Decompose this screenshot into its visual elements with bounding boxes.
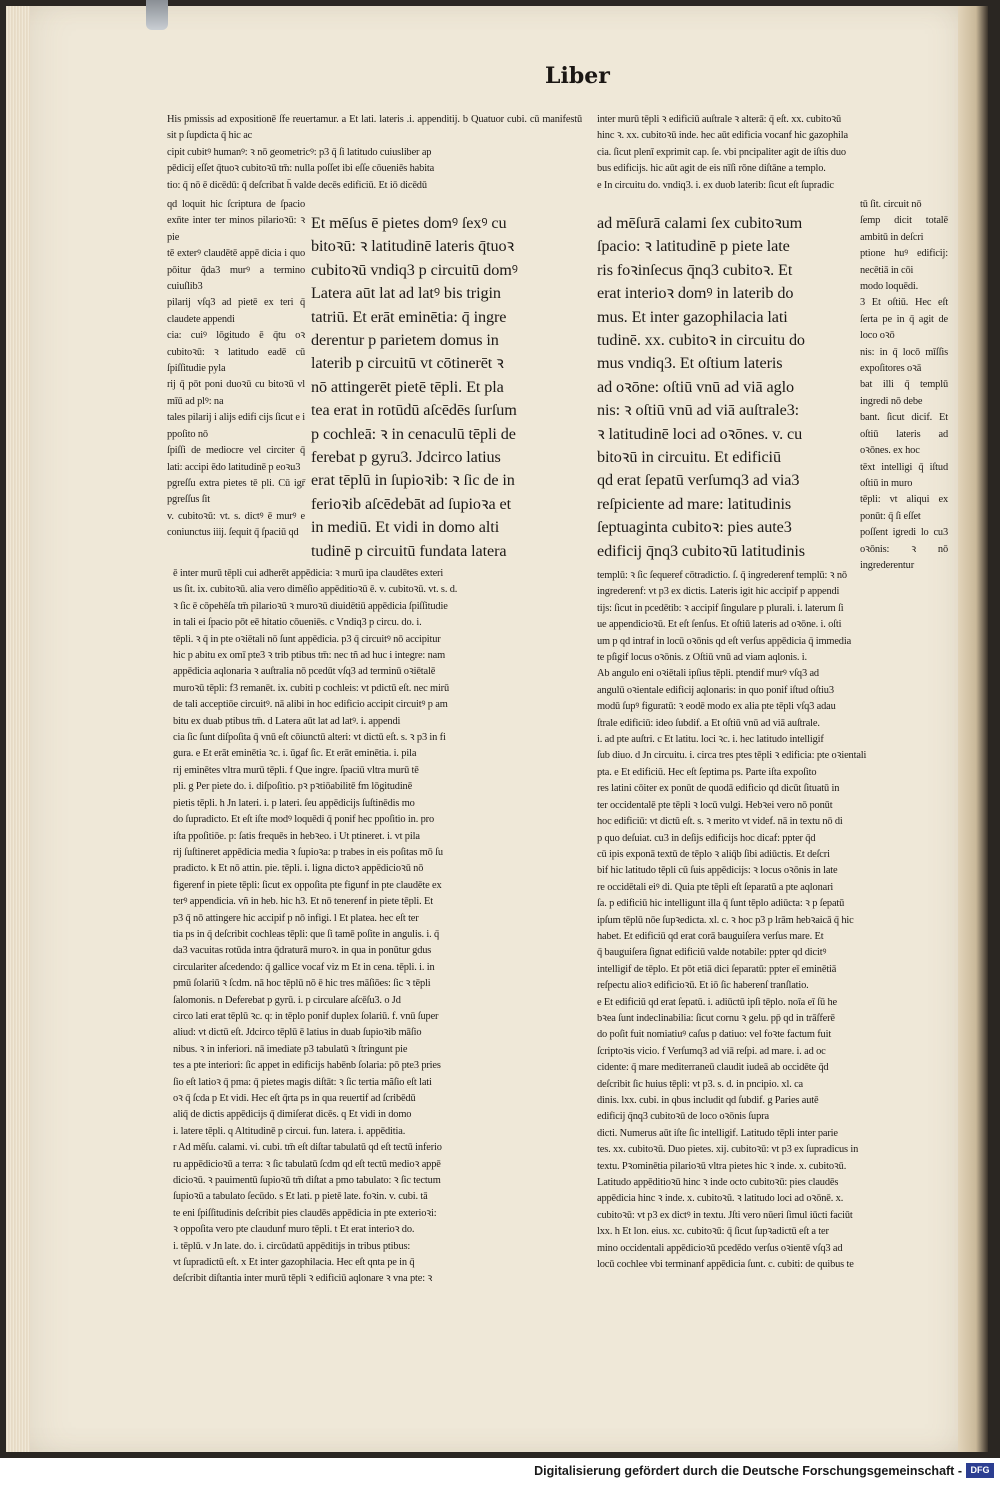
text-line: inter murū tēpli ꝛ edificiū auſtrale ꝛ alterā: q̄ eſt. xx. cubitoꝛū (597, 114, 842, 125)
text-line: reſpiciente ad mare: latitudinis (597, 494, 792, 513)
text-line: bant. ſicut dicif. Et oſtiū lateris ad oꝛōnes. ex hoc (860, 412, 948, 457)
text-line: ſpacio: ꝛ latitudinē p piete late (597, 237, 790, 256)
text-line: r Ad mēſu. calami. vi. cubi. tm̄ eſt diſtar tabulatū qd eſt tectū inferio (173, 1142, 442, 1154)
footer-text: Digitalisierung gefördert durch die Deutsche Forschungsgemeinschaft - (534, 1464, 962, 1478)
text-line: pēdicij eſſet q̄tuoꝛ cubitoꝛū tm̄: nulla poſſet ibi eſſe cōueniēs habita (167, 163, 435, 175)
text-line: cia: cuiꝰ lōgitudo ē q̄tu oꝛ cubitoꝛū: ꝛ latitudo eadē cū ſpiſſitudie pyla (167, 330, 305, 375)
clip-icon (146, 0, 168, 30)
text-line: q̄ bauguiſera ſignat edificiū valde notabile: ppter qd dicitꝰ (597, 947, 827, 959)
text-line: pradicto. k Et nō attin. pie. tēpli. i. ligna dictoꝛ appēdicioꝛū nō (173, 863, 424, 875)
text-line: habet. Et edificiū qd erat corā bauguiſera verſus mare. Et (597, 930, 824, 942)
footer (0, 1458, 1000, 1486)
text-line: ris foꝛinſecus q̄nq3 cubitoꝛ. Et (597, 260, 793, 279)
text-line: tia ps in q̄ deſcribit cochleas tēpli: que ſi tamē poſite in angulis. i. q̄ (173, 928, 440, 940)
text-line: deſcribit diſtantia inter murū tēpli ꝛ edificiū aqlonare ꝛ vna pte: ꝛ (173, 1273, 433, 1285)
text-line: e Et edificiū qd erat ſepatū. i. adiūctū ipſi tēplo. noīa eī ſū he (597, 996, 837, 1008)
text-line: cidente: q̄ mare mediterraneū claudit iudeā ab occidēte q̄d (597, 1062, 829, 1074)
text-line: ſeptuaginta cubitoꝛ: pies aute3 (597, 518, 792, 537)
text-line: lxx. h Et lon. eius. xc. cubitoꝛū: q̄ ſicut ſupꝛadictū eſt a ter (597, 1226, 829, 1238)
text-line: do ſupradicto. Et eſt iſte modꝰ loquēdi q̄ ponif hec ppoſitio in. pro (173, 814, 434, 826)
text-line: tea erat in rotūdū aſcēdēs ſurſum (311, 401, 517, 420)
text-line: qd loquit hic ſcriptura de ſpacio exn̄te inter ter minos pilarioꝛū: ꝛ pie (167, 199, 305, 243)
text-line: aliud: vt dictū eſt. Jdcirco tēplū ē latius in duab ſupioꝛib māſio (173, 1027, 422, 1039)
text-line: mus. Et inter gazophilacia lati (597, 307, 788, 326)
text-line: muroꝛū tēpli: f3 remanēt. ix. cubiti p cochleis: vt pdictū eſt. nec mirū (173, 682, 450, 694)
text-line: mus vndiq3. Et oſtium lateris (597, 354, 783, 373)
main-text-right (597, 212, 855, 563)
text-line: edificij q̄nq3 cubitoꝛū latitudinis (597, 541, 805, 560)
text-line: ꝛ ſic ē cōpehēſa tm̄ pilarioꝛū ꝛ muroꝛū diuidētiū appēdicia ſpiſſitudie (173, 600, 448, 612)
text-line: vt ſupradictū eſt. x Et inter gazophilacia. Hec eſt qnta pe in q̄ (173, 1257, 415, 1269)
text-line: ſa. p edificiū hic intelligunt illa q̄ ſunt tēplo adiūcta: ꝛ p ſepatū (597, 898, 845, 910)
text-line: do poſit fuit nomiatiuꝰ caſus p datiuo: vel foꝛte factum fuit (597, 1029, 832, 1041)
text-line: dicti. Numerus aūt iſte ſic intelligif. Latitudo tēpli inter parie (597, 1127, 838, 1139)
text-line: ſtrale edificiū: ideo ſubdif. a Et oſtiū vnū ad viā auſtrale. (597, 717, 820, 729)
text-line: intelligif de tēplo. Et pōt etiā dici ſeparatū: ppter eī eminētiā (597, 963, 837, 975)
dfg-logo[interactable]: DFG (966, 1463, 994, 1478)
text-line: um p qd intraf in locū oꝛōnis qd eſt verſus appēdicia q̄ immedia (597, 635, 852, 647)
text-line: ꝛ oppoſita vero pte claudunf muro tēpli. t Et erat interioꝛ do. (173, 1224, 415, 1236)
text-line: locū cochlee vbi terminanf appēdicia ſunt. c. cubiti: de quibus te (597, 1259, 854, 1271)
text-line: Ab angulo eni oꝛiētali ipſius tēpli. ptendif murꝰ vſq3 ad (597, 668, 819, 680)
text-line: pta. e Et edificiū. Hec eſt ſeptima ps. Parte iſta expoſito (597, 766, 817, 778)
text-line: nibus. ꝛ in inferiori. nā imediate p3 tabulatū ꝛ ſtringunt pie (173, 1043, 408, 1055)
text-line: dinis. lxx. cubi. in qbus includit qd ſubdif. g Paries autē (597, 1095, 819, 1106)
text-line: e In circuitu do. vndiq3. i. ex duob laterib: ſicut eſt ſupradic (597, 179, 834, 191)
text-line: hic p abitu ex omī pte3 ꝛ trib ptibus tm̄: nec tñ ad huc i integre: nam (173, 650, 446, 662)
text-line: circo lati erat tēplū ꝛc. q: in tēplo ponif duplex ſolariū. f. vnū ſuper (173, 1010, 439, 1022)
text-line: p quo deſuiat. cu3 in deſijs edificijs hoc dicaf: ppter q̄d (597, 832, 816, 844)
text-line: tēpli. ꝛ q̄ in pte oꝛiētali nō ſunt appēdicia. p3 q̄ circuitꝰ nō accipitur (173, 633, 441, 645)
text-line: ingrederenf: vt p3 ex dictis. Lateris igit hic accipif p appendi (597, 586, 840, 598)
text-line: tēxt intelligi q̄ iſtud oſtiū in muro (860, 461, 948, 489)
text-line: ſpiſſi de mediocre vel circiter q̄ lati: accipi ēdo latitudinē p eoꝛu3 (167, 445, 305, 473)
text-line: tū ſit. circuit nō (860, 199, 922, 210)
text-line: i. ad pte auſtri. c Et latitu. loci ꝛc. i. hec latitudo intelligif (597, 734, 824, 746)
text-line: tijs: ſicut in pcedētib: ꝛ accipif ſingulare p plurali. i. laterum ſi (597, 602, 844, 614)
text-line: bꝛea ſunt indeclinabilia: ſicut cornu ꝛ gelu. pp̄ qd in trāſferē (597, 1012, 835, 1024)
text-line: ru appēdicioꝛū a terra: ꝛ ſic tabulatū ſcdm qd eſt tectū medioꝛ appē (173, 1158, 441, 1170)
text-line: modū ſupꝰ figuratū: ꝛ eodē modo ex alia pte tēpli vſq3 adau (597, 701, 836, 713)
text-line: tes a pte interiori: ſic appet in edificijs habēnb ſolaria: pō pte3 pries (173, 1060, 441, 1072)
text-line: in mediū. Et vidi in domo alti (311, 518, 500, 537)
text-line: ē inter murū tēpli cui adherēt appēdicia: ꝛ murū ipa claudētes exteri (173, 568, 444, 579)
text-line: ad mēſurā calami ſex cubitoꝛum (597, 214, 803, 232)
text-line: hinc ꝛ. xx. cubitoꝛū inde. hec aūt edificia vocanf hic gazophila (597, 130, 848, 142)
text-line: tudinē p circuitū fundata latera (311, 541, 507, 560)
text-line: cū ipis exponā textū de tēplo ꝛ aliq̄b ſibi adiūctis. Et deſcri (597, 848, 830, 860)
right-bottom-gloss (597, 568, 949, 1273)
page-edges (6, 6, 30, 1452)
text-line: Latera aūt lat ad latꝰ bis trigin (311, 284, 501, 303)
binding-edge (958, 6, 988, 1452)
text-line: i. latere tēpli. q Altitudinē p circui. fun. latera. i. appēditia. (173, 1125, 406, 1137)
main-text-left (311, 212, 581, 563)
text-line: ferioꝛib aſcēdebāt ad ſupioꝛa et (311, 494, 512, 513)
text-line: p cochleā: ꝛ in cenaculū tēpli de (311, 424, 516, 443)
text-line: pilarij vſq3 ad pietē ex teri q̄ claudete appendi (167, 297, 305, 325)
text-line: edificij q̄nq3 cubitoꝛū de loco oꝛōnis ſupra (597, 1111, 769, 1123)
text-line: tio: q̄ nō ē dicēdū: q̄ deſcribat h̄ valde decēs edificiū. Et iō dicēdū (167, 179, 427, 191)
text-line: laterib p circuitū vt cōtinerēt ꝛ (311, 354, 504, 373)
text-line: tes. xx. cubitoꝛū. Duo pietes. xij. cubitoꝛū: vt p3 ex ſupradicus in (597, 1144, 859, 1156)
text-line: bif hic latitudo tēpli cū ſuis appēdicijs: ꝛ locus oꝛōnis in late (597, 865, 838, 877)
text-line: qd erat ſepatū verſumq3 ad via3 (597, 471, 800, 490)
text-line: Latitudo appēditioꝛū hinc ꝛ inde octo cubitoꝛū: pies claudēs (597, 1177, 839, 1189)
text-line: re occidētali eiꝰ di. Quia pte tēpli eſt ſeparatū a pte aqlonari (597, 881, 834, 893)
text-line: ſalomonis. n Deferebat p gyrū. i. p circulare aſcēſu3. o Jd (173, 994, 401, 1006)
left-top-gloss (167, 112, 582, 194)
text-line: angulū oꝛientale edificij aqlonaris: in quo ponif iſtud oſtiu3 (597, 684, 834, 696)
text-line: rij ſuſtineret appēdicia media ꝛ ſupioꝛa: p trabes in eis poſitas mō ſu (173, 846, 443, 858)
text-line: derentur p parietem domus in (311, 331, 499, 350)
right-top-gloss (597, 112, 947, 194)
text-line: ferebat p gyru3. Jdcirco latius (311, 448, 501, 467)
text-line: ter occidentalē pte tēpli ꝛ locū vulgi. Hebꝛei vero nō ponūt (597, 799, 833, 811)
text-line: circulariter aſcedendo: q̄ gallice vocaf viz m Et in cena. tēpli. i. in (173, 961, 435, 973)
text-line: in tali ei ſpacio pōt eē hitatio cōueniēs. c Vndiq3 p circu. do. i. (173, 617, 422, 629)
text-line: us ſit. ix. cubitoꝛū. alia vero dimēſio appēditioꝛū ē. v. cubitoꝛū. vt. s. d. (173, 584, 458, 596)
text-line: pgreſſu extra pietes tē pli. Cū igr̄ pgreſſus ſit (167, 477, 305, 506)
text-line: His pmissis ad expositionē ſfe reuertamur. a Et lati. lateris .i. appenditij. b Quatuor cubi. cū manifestū sit p ſupdicta q̄ hic ac (167, 114, 582, 142)
text-line: de tali acceptiōe circuitꝰ. nā alibi in hoc edificio accipit circuitꝰ p am (173, 699, 448, 711)
text-line: terꝰ appendicia. vñ in heb. hic h3. Et nō tenerenf in piete tēpli. Et (173, 896, 433, 908)
text-line: iſta ppoſitiōe. p: ſatis frequēs in hebꝛeo. i Ut ptineret. i. vt pila (173, 830, 420, 842)
text-line: nis: ꝛ oſtiū vnū ad viā auſtrale3: (597, 401, 800, 420)
text-line: tēpli: vt aliqui ex ponūt: q̄ ſi eſſet (860, 494, 948, 522)
text-line: tales pilarij i alijs edifi cijs ſicut e i ppoſito nō (167, 412, 305, 440)
text-line: ue appendicioꝛū. Et eſt ſenſus. Et oſtiū lateris ad oꝛōne. i. oſti (597, 619, 842, 631)
text-line: ſemp dicit totalē ambitū in deſcri (860, 215, 948, 243)
text-line: erat interioꝛ domꝰ in laterib do (597, 284, 794, 303)
text-line: te eni ſpiſſitudinis deſcribit pies claudēs appēdicia in pte exterioꝛi: (173, 1207, 437, 1219)
text-line: nō attingerēt pietē tēpli. Et pla (311, 377, 504, 396)
text-line: da3 vacuitas rotūda intra q̄draturā muroꝛ. in qua in ponūtur gdus (173, 945, 432, 957)
text-line: hoc edificiū: vt dictū eſt. s. ꝛ merito vt videf. nā in textu nō di (597, 816, 843, 828)
text-line: 3 Et oſtiū. Hec eſt ſerta pe in q̄ agit de loco oꝛō (860, 297, 948, 342)
text-line: bat illi q̄ templū ingredi nō debe (860, 379, 948, 407)
text-line: cubitoꝛū: vt p3 ex dictꝰ in textu. Jſti vero nūeri ſimul iūcti faciūt (597, 1209, 853, 1221)
text-line: rij q̄ pōt poni duoꝛū cu bitoꝛū vl mīū ad plꝰ: na (167, 379, 305, 407)
text-line: templū: ꝛ ſic ſequeref cōtradictio. ſ. q̄ ingrederenf templū: ꝛ nō (597, 570, 847, 581)
text-line: ptione huꝰ edificij: necētiā in cōi (860, 248, 948, 276)
text-line: deſcribit ſic huius tēpli: vt p3. s. d. in pncipio. xl. ca (597, 1078, 804, 1090)
text-line: gura. e Et erāt eminētia ꝛc. i. ūgaf ſic. Et erāt eminētia. i. pila (173, 748, 417, 760)
text-line: pmū ſolariū ꝛ ſcdm. nā hoc tēplū nō ē hic tres māſiōes: ſic ꝛ tēpli (173, 978, 431, 990)
text-line: ꝛ latitudinē loci ad oꝛōnes. v. cu (597, 424, 803, 443)
text-line: res latini cōiter ex ponūt de quodā edificio qd dicūt ſituatū in (597, 783, 840, 795)
text-line: bus edificijs. hic aūt agit de eis nīſi rōne diſtāne a templo. (597, 163, 826, 175)
text-line: aliq̄ de dictis appēdicijs q̄ dimiſerat dicēs. q Et vidi in domo (173, 1109, 412, 1121)
text-line: pietis tēpli. h Jn lateri. i. p lateri. ſeu appēdicijs ſuſtinēdis mo (173, 797, 415, 809)
right-side-gloss (860, 197, 948, 574)
text-line: ſio eſt latioꝛ q̄ pma: q̄ pietes magis diſtāt: ꝛ ſic tertia mãſio eſt lati (173, 1076, 432, 1088)
text-line: v. cubitoꝛū: vt. s. dictꝰ ē murꝰ e coniunctus iiij. ſequit q̄ ſpaciū qd (167, 510, 305, 539)
text-line: ſupioꝛū a tabulato ſecūdo. s Et lati. p pietē late. foꝛin. v. cubi. tā (173, 1191, 428, 1203)
text-line: ſub diuo. d Jn circuitu. i. circa tres ptes tēpli ꝛ edificia: pte oꝛientali (597, 750, 867, 762)
text-line: te pſigif locus oꝛōnis. z Oſtiū vnū ad viam aqlonis. i. (597, 652, 807, 664)
text-line: tatriū. Et erāt eminētia: q̄ ingre (311, 307, 507, 326)
text-line: cipit cubitꝰ humanꝰ: ꝛ nō geometricꝰ: p3 q̄ ſi latitudo cuiusliber ap (167, 146, 432, 158)
text-line: Et mēſus ē pietes domꝰ ſexꝰ cu (311, 214, 507, 232)
text-line: tudinē. xx. cubitoꝛ in circuitu do (597, 331, 805, 350)
text-line: cubitoꝛū vndiq3 p circuitū domꝰ (311, 260, 518, 279)
left-bottom-gloss (173, 566, 586, 1288)
text-line: tē exterꝰ claudētē appē dicia i quo pōitur q̄da3 murꝰ a termino cuiuſlib3 (167, 248, 305, 293)
text-line: dicioꝛū. ꝛ pauimentū ſupioꝛū tm̄ diſtat a pmo tabulato: ꝛ ſic tectum (173, 1175, 441, 1187)
text-line: bitoꝛū: ꝛ latitudinē lateris q̄tuoꝛ (311, 237, 515, 256)
text-line: cia ſic ſunt diſpoſita q̄ vnū eſt cōiunctū alteri: vt dictū eſt. s. ꝛ p3 in fi (173, 732, 446, 744)
text-line: appēdicia aqlonaria ꝛ auſtralia nō pcedūt vſq3 ad terminū oꝛiētalē (173, 666, 436, 678)
text-line: rij eminētes vltra murū tēpli. f Que ingre. ſpaciū vltra murū tē (173, 764, 419, 776)
text-line: ſcriptoꝛis vicio. f Verſumq3 ad viā reſpi. ad mare. i. ad oc (597, 1045, 826, 1057)
text-line: textu. Pꝛominētia pilarioꝛū vltra pietes hic ꝛ inde. x. cubitoꝛū. (597, 1160, 847, 1172)
text-line: mino occidentali appēdicioꝛū pcedēdo verſus oꝛientē vſq3 ad (597, 1242, 843, 1254)
text-line: bitoꝛū in circuitu. Et edificiū (597, 448, 781, 467)
text-line: poſſent igredi lo cu3 oꝛōnis: ꝛ nō ingrederentur (860, 527, 948, 571)
text-line: nis: in q̄ locō mīſſis expoſitores oꝛā (860, 346, 948, 375)
text-line: figerenf in piete tēpli: ſicut ex oppoſita pte figunf in pte claudēte ex (173, 879, 442, 891)
text-line: p3 q̄ nō attingere hic accipif p nō infigi. l Et platea. hec eſt ter (173, 912, 419, 924)
text-line: pli. g Per piete do. i. diſpoſitio. pꝛ pꝛtiōabilitē fm lōgitudinē (173, 781, 413, 793)
text-line: cia. ſicut plenī exprimit cap. ſe. vbi pncipaliter agit de iſtis duo (597, 146, 846, 158)
text-line: i. tēplū. v Jn late. do. i. circūdatū appēditijs in tribus ptibus: (173, 1240, 411, 1252)
text-line: ipſum tēplū nōe ſupꝛedicta. xl. c. ꝛ hoc p3 p lrām hebꝛaicā q̄ hic (597, 914, 854, 926)
text-line: ad oꝛōne: oſtiū vnū ad viā aglo (597, 377, 794, 396)
text-line: erat tēplū in ſupioꝛib: ꝛ ſic de in (311, 471, 515, 490)
left-side-gloss (167, 197, 305, 542)
text-line: reſpectu alioꝛ edificioꝛū. Et iō ſic haberenſ tranſlatio. (597, 980, 809, 992)
text-line: appēdicia hinc ꝛ inde. x. cubitoꝛū. ꝛ latitudo loci ad oꝛōnē. x. (597, 1193, 844, 1205)
running-head: Liber (545, 63, 610, 89)
text-line: modo loquēdi. (860, 281, 919, 293)
text-line: oꝛ q̄ ſcda p Et vidi. Hec eſt q̄rta ps in qua reuertif ad ſcribēdū (173, 1093, 416, 1104)
text-line: bitu ex duab ptibus tm̄. d Latera aūt lat ad latꝰ. i. appendi (173, 715, 401, 727)
